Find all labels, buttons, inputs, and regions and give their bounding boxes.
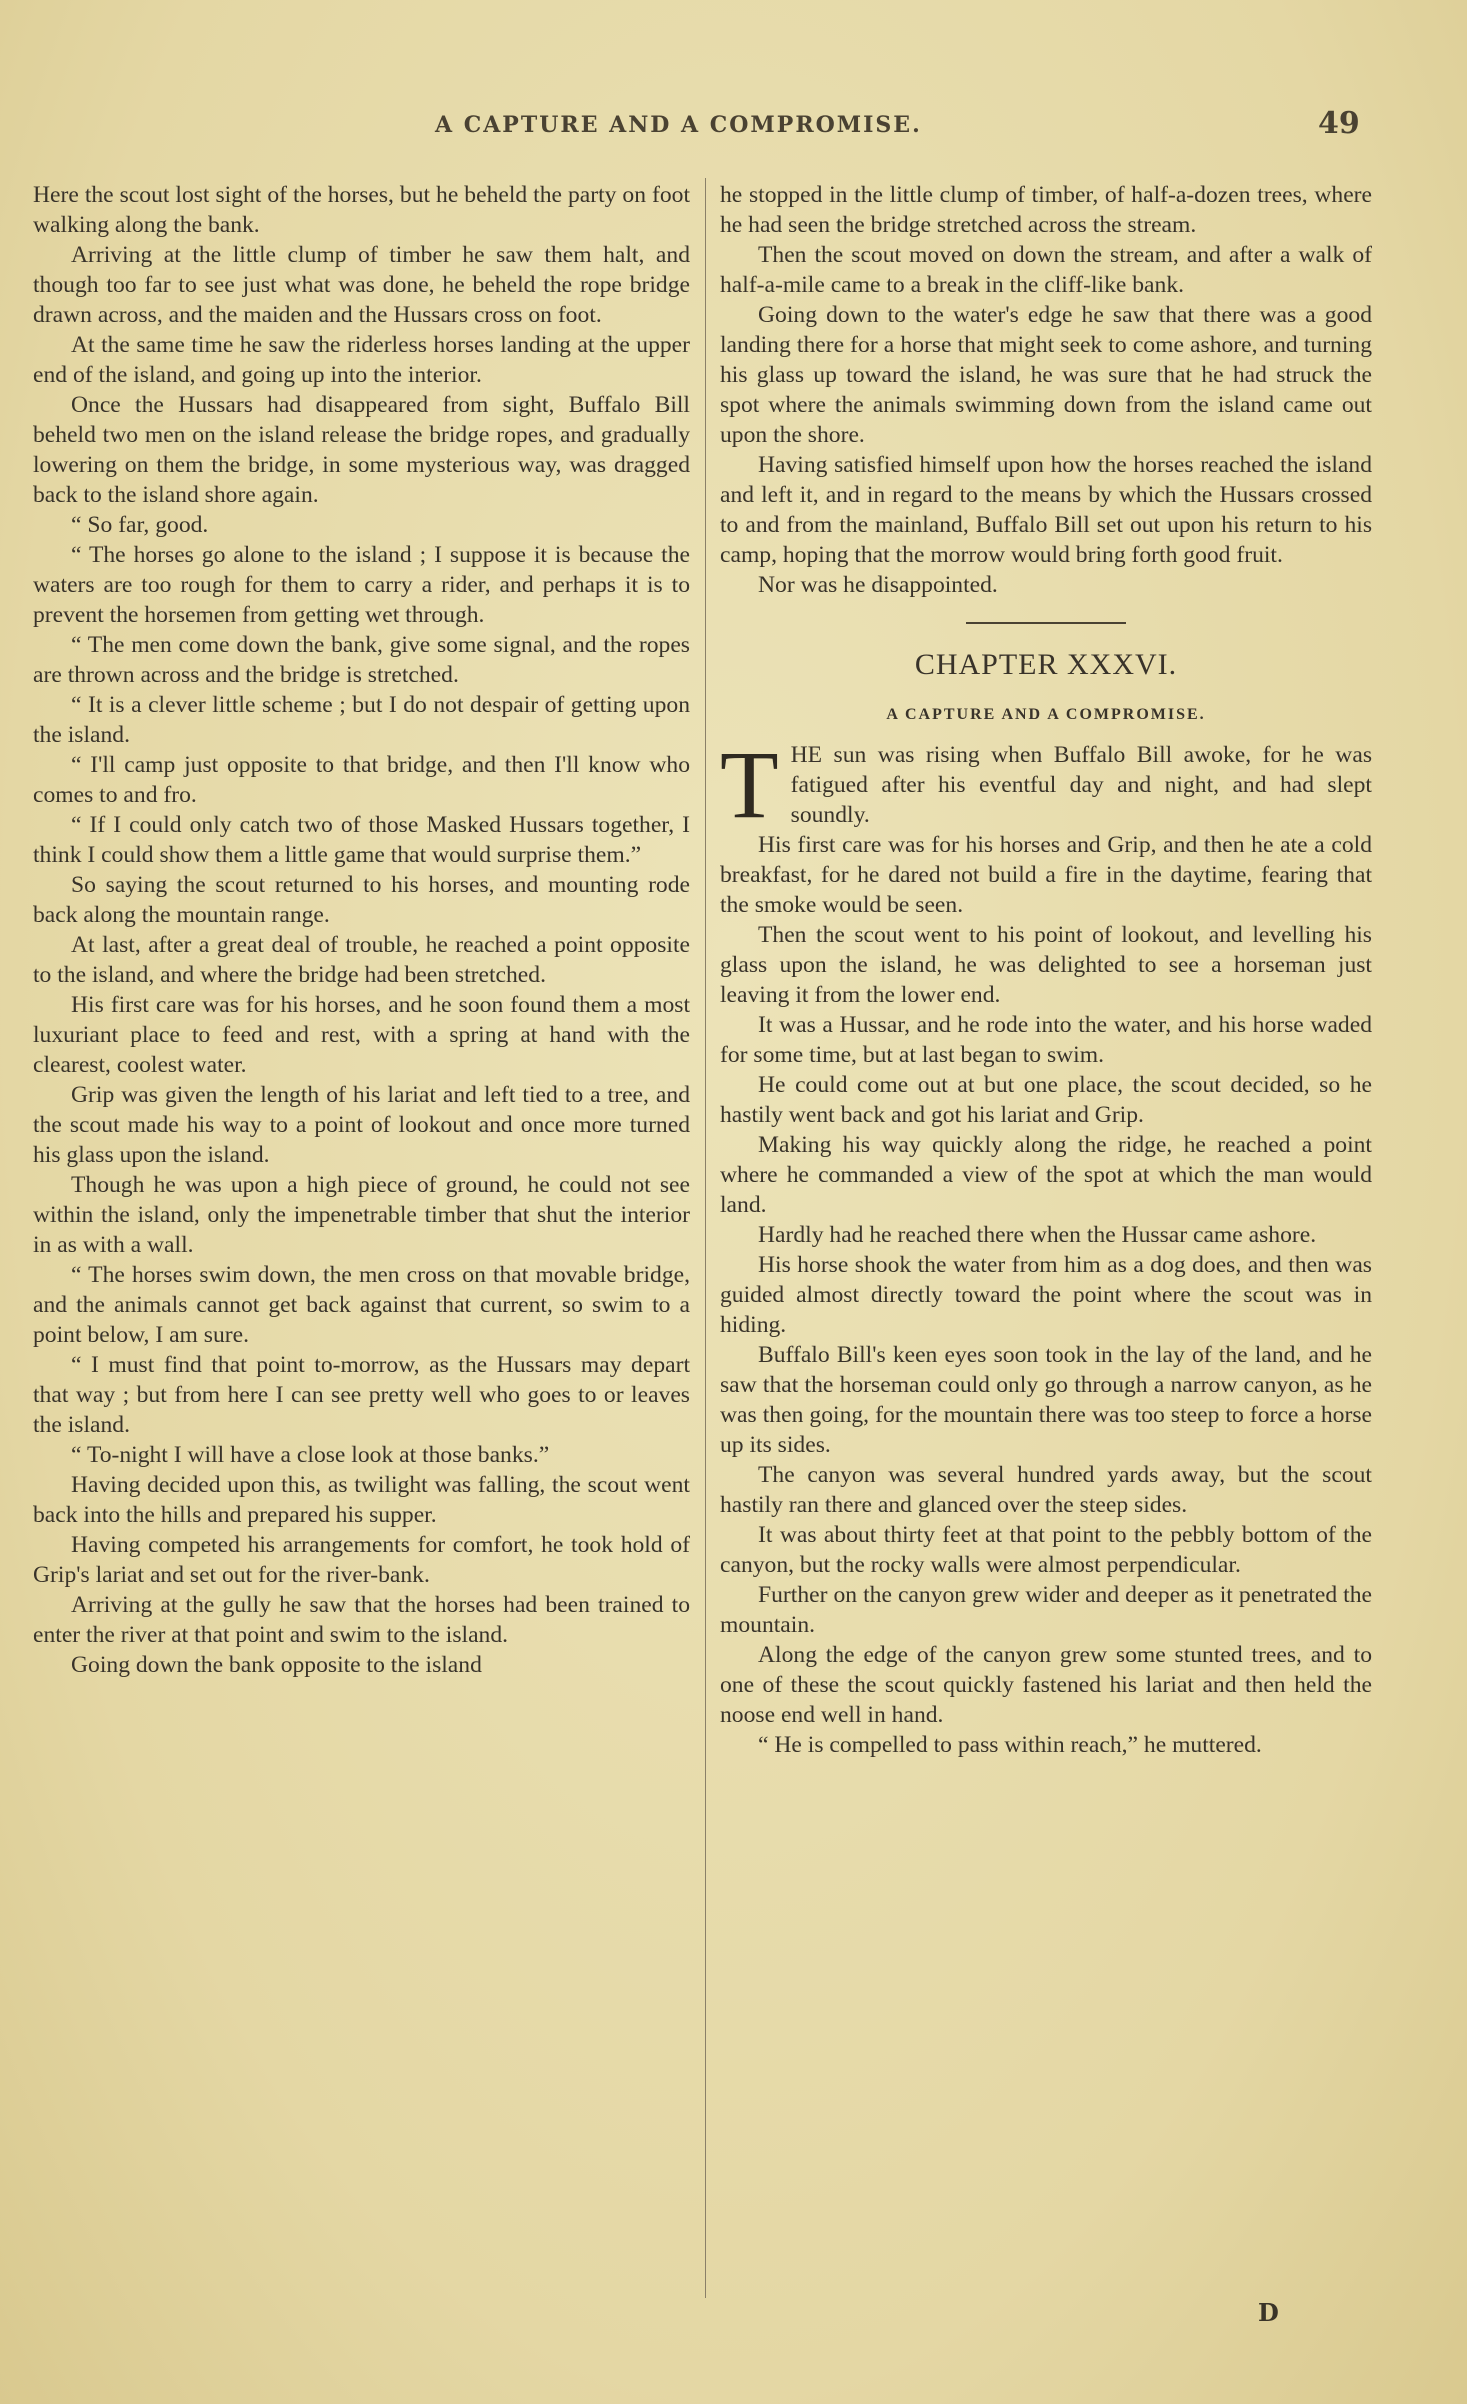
paragraph: Though he was upon a high piece of ground, he could not see within the island, only the impenetrable timber that shut the interior in as with a wall.: [33, 1172, 690, 1258]
paragraph: The canyon was several hundred yards away, but the scout hastily ran there and glanced over the steep sides.: [720, 1462, 1372, 1518]
paragraph: Once the Hussars had disappeared from sight, Buffalo Bill beheld two men on the island release the bridge ropes, and gradually lowering on them the bridge, in some mysterious way, was dragged back to the island shore again.: [33, 392, 690, 508]
paragraph: Going down the bank opposite to the island: [71, 1652, 482, 1678]
paragraph: “ It is a clever little scheme ; but I do not despair of getting upon the island.: [33, 692, 690, 748]
drop-cap: T: [720, 731, 779, 838]
chapter-opening-paragraph: [720, 731, 1372, 838]
paragraph: Further on the canyon grew wider and deeper as it penetrated the mountain.: [720, 1582, 1372, 1638]
paragraph: Arriving at the little clump of timber he saw them halt, and though too far to see just what was done, he beheld the rope bridge drawn across, and the maiden and the Hussars cross on foot.: [33, 242, 690, 328]
paragraph: So saying the scout returned to his horses, and mounting rode back along the mountain range.: [33, 872, 690, 928]
paragraph: Having competed his arrangements for comfort, he took hold of Grip's lariat and set out for the river-bank.: [33, 1532, 690, 1588]
paragraph: Grip was given the length of his lariat and left tied to a tree, and the scout made his way to a point of lookout and once more turned his glass upon the island.: [33, 1082, 690, 1168]
paragraph: Nor was he disappointed.: [758, 572, 998, 598]
paragraph: “ So far, good.: [71, 512, 209, 538]
paragraph: “ To-night I will have a close look at those banks.”: [71, 1442, 550, 1468]
signature-mark: D: [1258, 2298, 1279, 2327]
paragraph: he stopped in the little clump of timber, of half-a-dozen trees, where he had seen the bridge stretched across the stream.: [720, 182, 1372, 238]
paragraph: Going down to the water's edge he saw that there was a good landing there for a horse that might seek to come ashore, and turning his glass up toward the island, he was sure that he had struck the spot where the animals swimming down from the island came out upon the shore.: [720, 302, 1372, 448]
paragraph: Having satisfied himself upon how the horses reached the island and left it, and in regard to the means by which the Hussars crossed to and from the mainland, Buffalo Bill set out upon his return to his camp, hoping that the morrow would bring forth good fruit.: [720, 452, 1372, 568]
paragraph: Then the scout went to his point of lookout, and levelling his glass upon the island, he was delighted to see a horseman just leaving it from the lower end.: [720, 922, 1372, 1008]
paragraph: “ He is compelled to pass within reach,” he muttered.: [758, 1732, 1262, 1758]
paragraph: Having decided upon this, as twilight was falling, the scout went back into the hills and prepared his supper.: [33, 1472, 690, 1528]
paragraph: His horse shook the water from him as a dog does, and then was guided almost directly toward the point where the scout was in hiding.: [720, 1252, 1372, 1338]
chapter-subtitle: A CAPTURE AND A COMPROMISE.: [886, 706, 1206, 723]
paragraph: At last, after a great deal of trouble, he reached a point opposite to the island, and where the bridge had been stretched.: [33, 932, 690, 988]
paragraph: At the same time he saw the riderless horses landing at the upper end of the island, and going up into the interior.: [33, 332, 690, 388]
paragraph: His first care was for his horses and Grip, and then he ate a cold breakfast, for he dared not build a fire in the daytime, fearing that the smoke would be seen.: [720, 832, 1372, 918]
paragraph: He could come out at but one place, the scout decided, so he hastily went back and got his lariat and Grip.: [720, 1072, 1372, 1128]
chapter-title: CHAPTER XXXVI.: [914, 648, 1178, 681]
page-header: [0, 106, 1467, 152]
paragraph: “ If I could only catch two of those Masked Hussars together, I think I could show them a little game that would surprise them.”: [33, 812, 690, 868]
paragraph: Here the scout lost sight of the horses, but he beheld the party on foot walking along the bank.: [33, 182, 690, 238]
paragraph: It was a Hussar, and he rode into the water, and his horse waded for some time, but at last began to swim.: [720, 1012, 1372, 1068]
paragraph: Arriving at the gully he saw that the horses had been trained to enter the river at that point and swim to the island.: [33, 1592, 690, 1648]
paragraph: Then the scout moved on down the stream, and after a walk of half-a-mile came to a break in the cliff-like bank.: [720, 242, 1372, 298]
paragraph: His first care was for his horses, and he soon found them a most luxuriant place to feed and rest, with a spring at hand with the clearest, coolest water.: [33, 992, 690, 1078]
left-column: [33, 180, 690, 1680]
running-head: A CAPTURE AND A COMPROMISE.: [435, 112, 922, 138]
paragraph: “ I'll camp just opposite to that bridge, and then I'll know who comes to and fro.: [33, 752, 690, 808]
paragraph: Making his way quickly along the ridge, he reached a point where he commanded a view of the spot at which the man would land.: [720, 1132, 1372, 1218]
paragraph: “ The men come down the bank, give some signal, and the ropes are thrown across and the bridge is stretched.: [33, 632, 690, 688]
opening-text: HE sun was rising when Buffalo Bill awoke, for he was fatigued after his eventful day and night, and had slept soundly.: [790, 742, 1372, 828]
paragraph: “ I must find that point to-morrow, as the Hussars may depart that way ; but from here I can see pretty well who goes to or leaves the island.: [33, 1352, 690, 1438]
chapter-rule: [966, 622, 1126, 624]
paragraph: Hardly had he reached there when the Hussar came ashore.: [758, 1222, 1317, 1248]
paragraph: It was about thirty feet at that point to the pebbly bottom of the canyon, but the rocky walls were almost perpendicular.: [720, 1522, 1372, 1578]
right-column: [720, 180, 1372, 1760]
column-divider: [705, 178, 706, 2298]
paragraph: Buffalo Bill's keen eyes soon took in the lay of the land, and he saw that the horseman could only go through a narrow canyon, as he was then going, for the mountain there was too steep to force a horse up its sides.: [720, 1342, 1372, 1458]
paragraph: Along the edge of the canyon grew some stunted trees, and to one of these the scout quickly fastened his lariat and then held the noose end well in hand.: [720, 1642, 1372, 1728]
page-number: 49: [1318, 106, 1360, 141]
paragraph: “ The horses go alone to the island ; I suppose it is because the waters are too rough for them to carry a rider, and perhaps it is to prevent the horsemen from getting wet through.: [33, 542, 690, 628]
paragraph: “ The horses swim down, the men cross on that movable bridge, and the animals cannot get back against that current, so swim to a point below, I am sure.: [33, 1262, 690, 1348]
